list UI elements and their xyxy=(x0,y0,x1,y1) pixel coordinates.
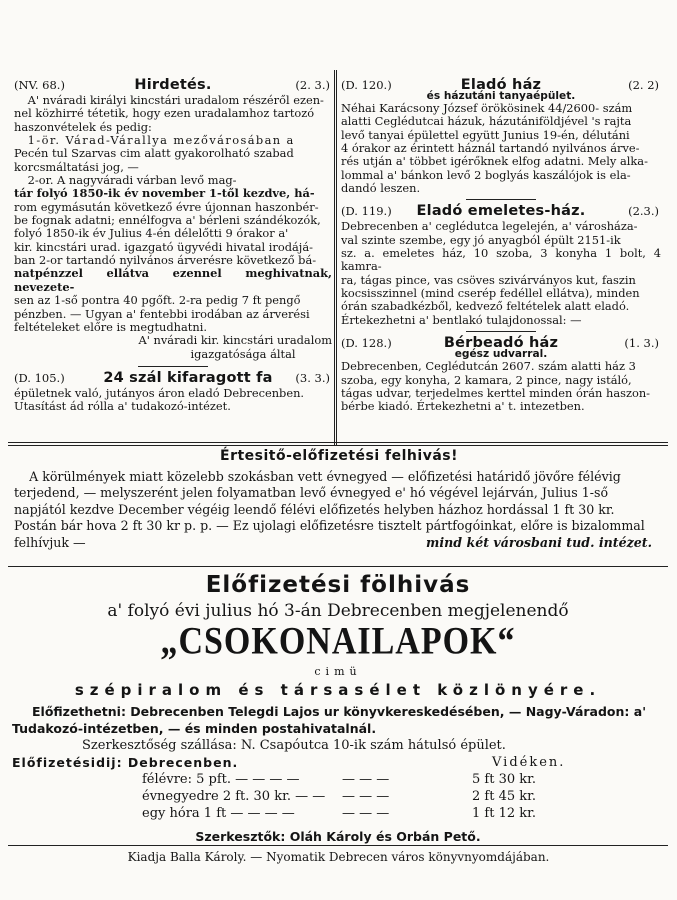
subscription-title: Előfizetési fölhivás xyxy=(205,572,471,598)
price-line: Vidéken. xyxy=(492,755,566,770)
ad-line: nel közhirré tétetik, hogy ezen uradalamhoz tartozó xyxy=(14,106,315,121)
price-line: Előfizetésidij: Debrecenben. xyxy=(12,755,239,770)
ad-line: haszonvételek és pedig: xyxy=(14,119,152,134)
subscription-line: Tudakozó-intézetben, — és minden postahivatalnál. xyxy=(12,721,377,736)
notice-line: A körülmények miatt közelebb szokásban vett évnegyed — előfizetési határidő jövőre félévig xyxy=(29,468,621,484)
left-column xyxy=(14,74,332,414)
ad-signature: A' nváradi kir. kincstári uradalom xyxy=(138,333,332,348)
ad-title: 24 szál kifaragott fa xyxy=(103,369,273,386)
section-divider xyxy=(8,442,668,443)
ad-line: Debrecenben a' ceglédutca legelején, a' városháza- xyxy=(341,219,638,234)
ad-line: Néhai Karácsony József örökösinek 44/2600- szám xyxy=(341,101,633,115)
ad-line: bérbe kiadó. Értekezhetni a' t. intezetben. xyxy=(341,399,585,414)
ad-header xyxy=(14,367,332,387)
ad-code: (NV. 68.) xyxy=(14,77,65,92)
right-column xyxy=(341,74,661,414)
ad-line: pénzben. — Ugyan a' fentebbi irodában az árverési xyxy=(14,306,310,321)
ad-subtitle: és házutáni tanyaépület. xyxy=(426,90,576,102)
ad-line: órán szabadkézből, kedvező feltételek alatt eladó. xyxy=(341,299,630,314)
ad-title: Bérbeadó ház xyxy=(443,334,559,351)
ad-line: natpénzzel ellátva ezennel meghivatnak, nevezete- xyxy=(14,266,332,294)
price-line: 1 ft 12 kr. xyxy=(472,806,537,821)
ad-line: 1-ör. Várad-Várallya mezővárosában a xyxy=(27,133,295,148)
subscription-line: Szerkesztőség szállása: N. Csapóutca 10-ik szám hátulsó épület. xyxy=(82,738,506,753)
notice-line: terjedend, — melyszerént jelen folyamatban levő évnegyed e' hó végével lejárván, Julius 1-ső xyxy=(14,485,609,500)
ad-number: (2.3.) xyxy=(628,204,659,219)
ad-line: Értekezhetni a' bentlakó tulajdonossal: — xyxy=(341,312,582,327)
ad-code: (D. 119.) xyxy=(341,204,392,219)
ad-title: Hirdetés. xyxy=(134,76,212,93)
ad-number: (3. 3.) xyxy=(295,370,330,385)
subscription-notice xyxy=(14,448,664,552)
notice-line: Postán bár hova 2 ft 30 kr p. p. — Ez ujolagi előfizetésre tisztelt pártfogóinkat, előre is bizalommal xyxy=(14,518,645,533)
ad-number: (2. 3.) xyxy=(295,77,330,92)
price-column-country xyxy=(472,754,662,822)
ad-line: tár folyó 1850-ik év november 1-től kezdve, há- xyxy=(14,186,315,201)
ad-line: korcsmáltatási jog, — xyxy=(14,159,139,174)
editors-line: Szerkesztők: Oláh Károly és Orbán Pető. xyxy=(195,829,481,844)
publisher-footer: Kiadja Balla Károly. — Nyomatik Debrecen város könyvnyomdájában. xyxy=(127,850,550,864)
ad-number: (2. 2) xyxy=(628,77,659,92)
notice-line: napjától kezdve December végéig leendő félévi előfizetés helyben házhoz hordással 1 ft 30 kr. xyxy=(14,501,615,517)
ad-title: Eladó emeletes-ház. xyxy=(416,203,586,220)
ad-line: Debrecenben, Ceglédutcán 2607. szám alatti ház 3 xyxy=(341,359,636,374)
ad-line: be fognak adatni; ennélfogva a' bérleni szándékozók, xyxy=(14,213,321,228)
ad-header xyxy=(341,332,661,352)
ad-line: kir. kincstári urad. igazgató ügyvédi hivatal irodájá- xyxy=(14,239,313,254)
ad-line: Utasítást ád rólla a' tudakozó-intézet. xyxy=(14,399,231,414)
ad-line: tágas udvar, terjedelmes kerttel minden órán haszon- xyxy=(341,385,651,400)
subscription-line: Előfizethetni: Debrecenben Telegdi Lajos ur könyvkereskedésében, — Nagy-Váradon: a' xyxy=(32,704,647,719)
ad-line: sz. a. emeletes ház, 10 szoba, 3 konyha 1 bolt, 4 kamra- xyxy=(341,246,661,274)
ad-line: folyó 1850-ik év Julius 4-én délelőtti 9 órakor a' xyxy=(14,226,289,241)
ad-number: (1. 3.) xyxy=(624,335,659,350)
ad-header xyxy=(341,74,661,94)
section-divider xyxy=(8,566,668,567)
ad-line: dandó leszen. xyxy=(341,181,421,196)
ad-code: (D. 128.) xyxy=(341,335,392,350)
ad-header xyxy=(14,74,332,94)
ad-line: 4 órakor az érintett háznál tartandó nyilvános árve- xyxy=(341,141,640,156)
cimu-label: cimü xyxy=(314,665,362,678)
ad-line: Pecén tul Szarvas cim alatt gyakorolható szabad xyxy=(14,146,294,161)
ad-line: sen az 1-ső pontra 40 pgőft. 2-ra pedig 7 ft pengő xyxy=(14,293,301,308)
ad-line: 2-or. A nagyváradi várban levő mag- xyxy=(27,173,237,188)
notice-line: felhívjuk — xyxy=(14,534,86,550)
price-line: évnegyedre 2 ft. 30 kr. — — xyxy=(142,789,326,804)
subscription-subtitle: a' folyó évi julius hó 3-án Debrecenben megjelenendő xyxy=(107,601,569,621)
price-column-local xyxy=(12,754,342,822)
column-divider xyxy=(334,70,337,446)
ad-line: val szinte szembe, egy jó anyagból épült 2151-ik xyxy=(341,232,621,247)
ad-line: A' nváradi királyi kincstári uradalom részéről ezen- xyxy=(27,93,324,107)
ad-line: kocsisszinnel (mind cserép fedéllel ellátva), minden xyxy=(341,286,640,301)
ad-subtitle: egész udvarral. xyxy=(454,348,548,361)
ad-title: Eladó ház xyxy=(460,76,542,93)
ad-line: rom egymásután következő évre újonnan haszonbér- xyxy=(14,199,319,214)
ad-line: rés utján a' többet igérőknek elfog adatni. Mely alka- xyxy=(341,154,648,169)
ad-line: ban 2-or tartandó nyilvános árverésre következő bá- xyxy=(14,253,317,268)
price-table xyxy=(12,754,664,824)
section-divider xyxy=(8,845,668,846)
ad-line: szoba, egy konyha, 2 kamara, 2 pince, nagy istáló, xyxy=(341,372,632,387)
ad-code: (D. 105.) xyxy=(14,370,65,385)
ad-line: ra, tágas pince, vas csöves szivárványos kut, faszin xyxy=(341,272,636,287)
notice-title: Értesitő-előfizetési felhivás! xyxy=(220,448,458,464)
ad-line: alatti Ceglédutcai házuk, házutániföldjével 's rajta xyxy=(341,114,632,129)
section-divider xyxy=(8,445,668,446)
price-line: félévre: 5 pft. — — — — xyxy=(142,772,300,787)
price-line: 2 ft 45 kr. xyxy=(472,789,537,804)
ad-line: lommal a' bánkon levő 2 boglyás kaszálójok is ela- xyxy=(341,167,631,182)
price-line: egy hóra 1 ft — — — — xyxy=(142,806,295,821)
csokonai-subscription xyxy=(12,570,664,845)
ad-signature: igazgatósága által xyxy=(190,346,296,361)
price-dashes: — — — — — — — — — xyxy=(342,772,390,821)
notice-signature: mind két városbani tud. intézet. xyxy=(426,534,652,550)
ad-code: (D. 120.) xyxy=(341,77,392,92)
ad-line: levő tanyai épülettel együtt Junius 19-én, délutáni xyxy=(341,127,630,142)
publication-description: szépiralom és társasélet közlönyére. xyxy=(74,681,602,699)
publication-name: „CSOKONAILAPOK“ xyxy=(160,620,516,663)
ad-header xyxy=(341,200,661,220)
ad-line: épületnek való, jutányos áron eladó Debrecenben. xyxy=(14,385,305,400)
price-line: 5 ft 30 kr. xyxy=(472,772,537,787)
ad-line: feltételeket előre is megtudhatni. xyxy=(14,319,207,334)
